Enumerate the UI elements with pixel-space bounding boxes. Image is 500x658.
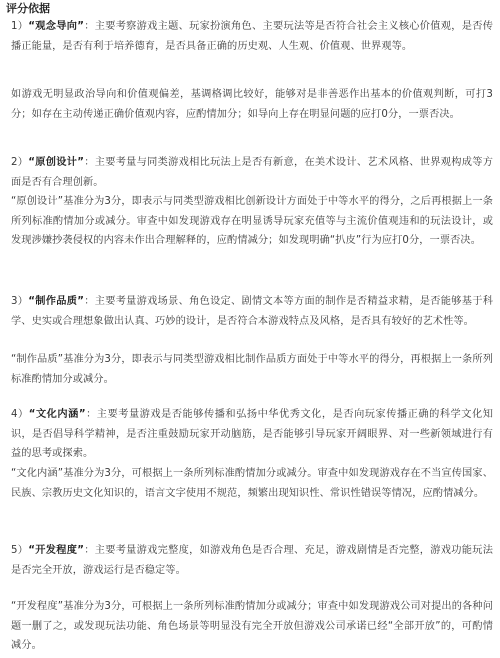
section-2-intro [11, 153, 493, 192]
section-4-rule: “文化内涵”基准分为3分，可根据上一条所列标准酌情加分或减分。审查中如发现游戏存在不当宣传国家、民族、宗教历史文化知识的，语言文字使用不规范，频繁出现知识性、常识性错误等情况，应酌情减分。 [11, 468, 493, 499]
section-1-body: ：主要考察游戏主题、玩家扮演角色、主要玩法等是否符合社会主义核心价值观，是否传播正能量，是否有利于培养德育，是否具备正确的历史观、人生观、价值观、世界观等。 [11, 21, 494, 52]
section-5-number: 5） [11, 545, 29, 556]
section-3-heading: “制作品质” [28, 296, 85, 307]
section-2-rule: “原创设计”基准分为3分，即表示与同类型游戏相比创新设计方面处于中等水平的得分，之后再根据上一条所列标准酌情加分或减分。审查中如发现游戏存在明显诱导玩家充值等与主流价值观违和的玩法设计，或发现涉嫌抄袭侵权的内容未作出合理解释的，应酌情减分；如发现明确“扒皮”行为应打0分，一票否决。 [11, 196, 493, 247]
section-4-number: 4） [11, 409, 29, 420]
section-3-body: ：主要考量游戏场景、角色设定、剧情文本等方面的制作是否精益求精，是否能够基于科学、史实或合理想象做出认真、巧妙的设计，是否符合本游戏特点及风格，是否具有较好的艺术性等。 [11, 296, 494, 327]
section-5-rule: “开发程度”基准分为3分，可根据上一条所列标准酌情加分或减分；审查中如发现游戏公司对提出的各种问题一删了之，或发现玩法功能、角色场景等明显没有完全开放但游戏公司承诺已经“全部开放”的，可酌情减分。 [11, 601, 493, 652]
section-5-heading: “开发程度” [28, 545, 85, 556]
section-2-body: ：主要考量与同类游戏相比玩法上是否有新意，在美术设计、艺术风格、世界观构成等方面是否有合理创新。 [11, 157, 494, 188]
section-3-rule: “制作品质”基准分为3分，即表示与同类型游戏相比制作品质方面处于中等水平的得分，再根据上一条所列标准酌情加分或减分。 [11, 354, 493, 385]
section-3-number: 3） [11, 296, 29, 307]
document-title: 评分依据 [6, 2, 50, 15]
section-4-intro [11, 405, 493, 464]
section-4-heading: “文化内涵” [28, 409, 86, 420]
section-3-intro [11, 292, 493, 331]
section-5-body: ：主要考量游戏完整度，如游戏角色是否合理、充足，游戏剧情是否完整，游戏功能玩法是否完全开放，游戏运行是否稳定等。 [11, 545, 494, 576]
section-1-rule: 如游戏无明显政治导向和价值观偏差，基调格调比较好，能够对是非善恶作出基本的价值观判断，可打3分；如存在主动传递正确价值观内容，应酌情加分；如导向上存在明显问题的应打0分，一票否决。 [11, 89, 493, 120]
section-1-heading: “观念导向” [28, 21, 85, 32]
section-1-number: 1） [11, 21, 29, 32]
section-2-heading: “原创设计” [28, 157, 85, 168]
section-2-number: 2） [11, 157, 29, 168]
section-4-body: ：主要考量游戏是否能够传播和弘扬中华优秀文化，是否向玩家传播正确的科学文化知识，是否倡导科学精神，是否注重鼓励玩家开动脑筋，是否能够引导玩家开阔眼界、对一些新领域进行有益的思考或探索。 [11, 409, 493, 460]
section-5-intro [11, 541, 493, 580]
section-1-intro [11, 17, 493, 56]
